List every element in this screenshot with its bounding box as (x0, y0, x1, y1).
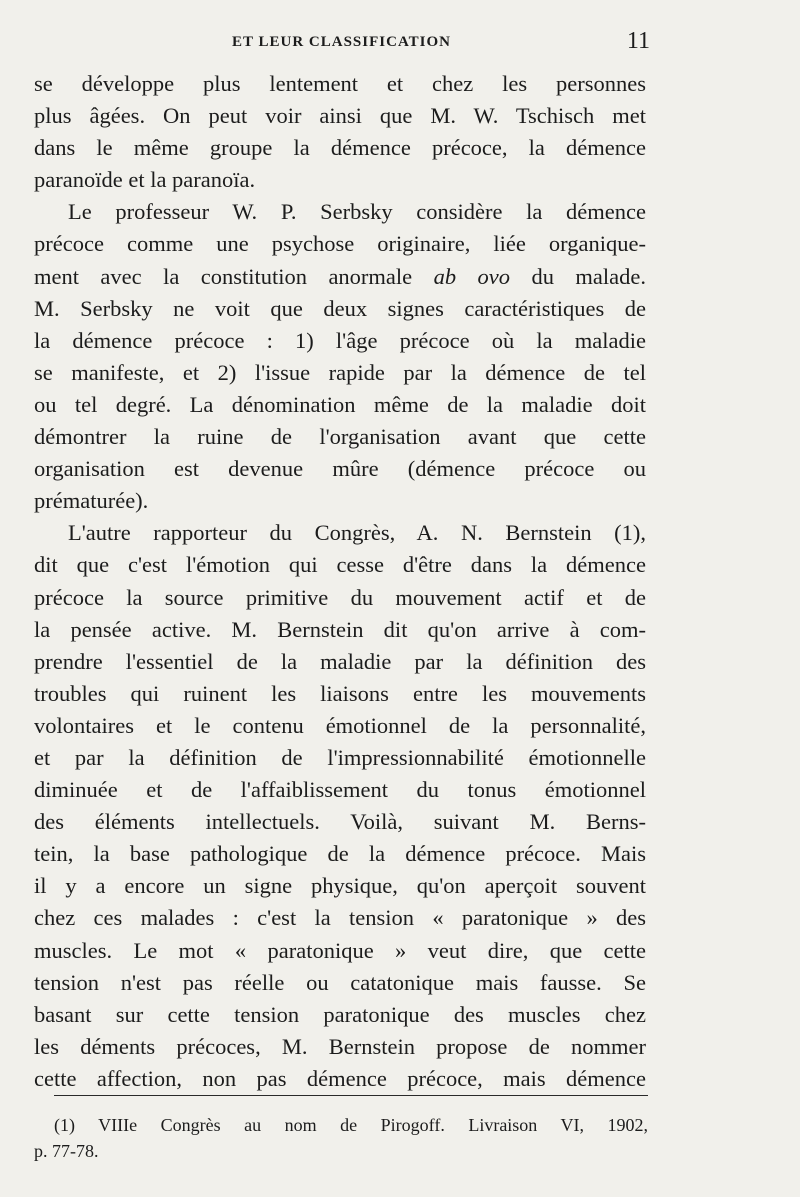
text-line: basant sur cette tension paratonique des muscles chez (34, 1001, 646, 1027)
text-line: troubles qui ruinent les liaisons entre les mouvements (34, 680, 646, 706)
text-line: muscles. Le mot « paratonique » veut dire, que cette (34, 937, 646, 963)
text-line-with-italic: ment avec la constitution anormale ab ovo du malade. (34, 263, 646, 289)
text-line: la démence précoce : 1) l'âge précoce où la maladie (34, 327, 646, 353)
text-line: prendre l'essentiel de la maladie par la définition des (34, 648, 646, 674)
italic-phrase: ab ovo (433, 263, 511, 289)
text-line: précoce la source primitive du mouvement actif et de (34, 584, 646, 610)
text-line: démontrer la ruine de l'organisation avant que cette (34, 424, 646, 450)
footnote (34, 1112, 648, 1164)
page-header (32, 30, 650, 64)
body-text (34, 68, 646, 1095)
text-line: tein, la base pathologique de la démence précoce. Mais (34, 841, 646, 867)
text-line: organisation est devenue mûre (démence précoce ou (34, 456, 646, 482)
text-line: se manifeste, et 2) l'issue rapide par la démence de tel (34, 359, 646, 385)
text-line: L'autre rapporteur du Congrès, A. N. Bernstein (1), (68, 520, 646, 546)
text-line: chez ces malades : c'est la tension « paratonique » des (34, 905, 646, 931)
text-line: des éléments intellectuels. Voilà, suivant M. Berns- (34, 809, 646, 835)
running-title: ET LEUR CLASSIFICATION (232, 34, 451, 50)
text-line: les déments précoces, M. Bernstein propose de nommer (34, 1033, 646, 1059)
footnote-line: (1) VIIIe Congrès au nom de Pirogoff. Livraison VI, 1902, (54, 1115, 648, 1135)
text-line: plus âgées. On peut voir ainsi que M. W. Tschisch met (34, 103, 646, 129)
footnote-divider (54, 1095, 648, 1096)
text-line: tension n'est pas réelle ou catatonique mais fausse. Se (34, 969, 646, 995)
page-number: 11 (626, 28, 650, 54)
text-line: précoce comme une psychose originaire, liée organique- (34, 231, 646, 257)
footnote-line: p. 77-78. (34, 1141, 99, 1161)
text-line: paranoïde et la paranoïa. (34, 167, 256, 193)
text-line: se développe plus lentement et chez les personnes (34, 71, 646, 96)
text-line: dans le même groupe la démence précoce, la démence (34, 135, 646, 161)
text-line: diminuée et de l'affaiblissement du tonus émotionnel (34, 777, 646, 803)
text-line: et par la définition de l'impressionnabilité émotionnelle (34, 744, 646, 770)
text-line: prématurée). (34, 488, 149, 514)
text-line: dit que c'est l'émotion qui cesse d'être dans la démence (34, 552, 646, 578)
text-line: cette affection, non pas démence précoce, mais démence (34, 1065, 646, 1091)
text-line: ou tel degré. La dénomination même de la maladie doit (34, 391, 646, 417)
text-line: la pensée active. M. Bernstein dit qu'on arrive à com- (34, 616, 646, 642)
text-line: Le professeur W. P. Serbsky considère la démence (68, 199, 646, 225)
text-line: il y a encore un signe physique, qu'on aperçoit souvent (34, 873, 646, 899)
text-line: M. Serbsky ne voit que deux signes caractéristiques de (34, 295, 646, 321)
text-line: volontaires et le contenu émotionnel de la personnalité, (34, 712, 646, 738)
